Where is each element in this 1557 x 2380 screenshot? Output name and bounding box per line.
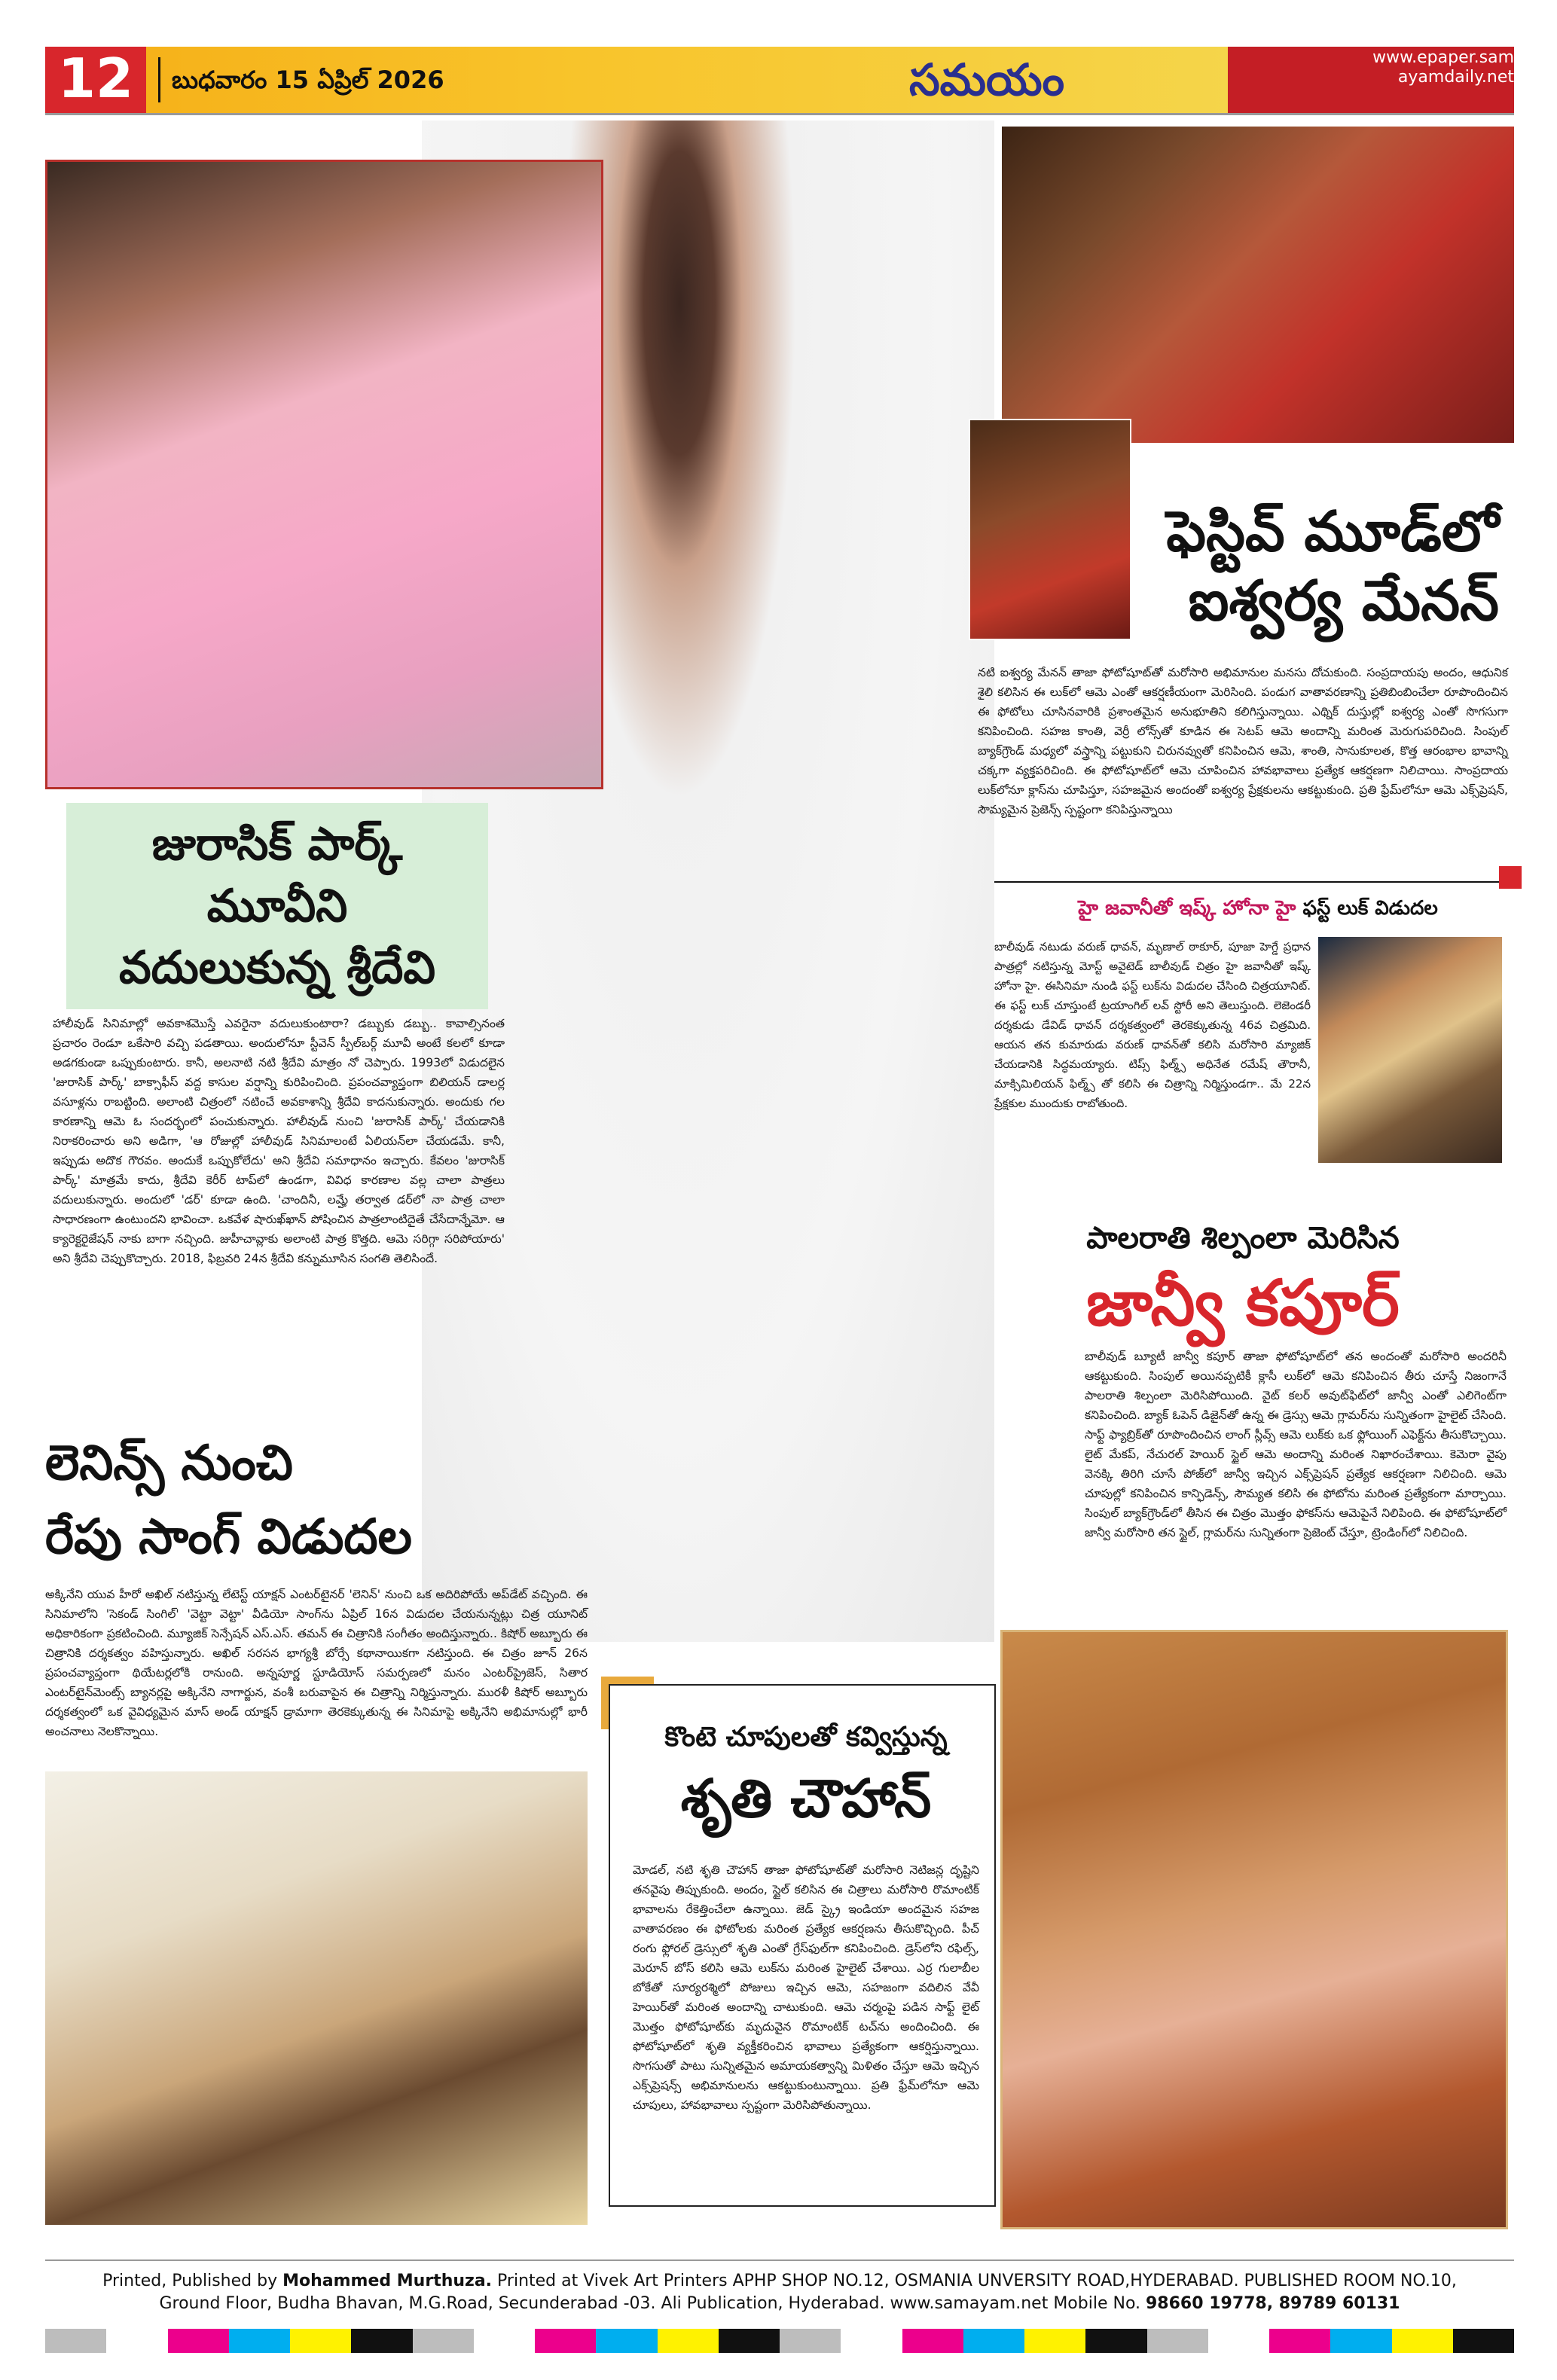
epaper-url-line1: www.epaper.sam xyxy=(1372,48,1514,67)
sridevi-headline xyxy=(66,813,488,999)
aishwarya-headline xyxy=(957,497,1514,636)
header-separator xyxy=(158,57,160,102)
ishq-article xyxy=(994,937,1311,1113)
color-patch xyxy=(902,2329,963,2353)
janhvi-subheadline: పాలరాతి శిల్పంలా మెరిసిన xyxy=(1086,1221,1400,1256)
page-number: 12 xyxy=(57,47,134,110)
janhvi-headline: జాన్వీ కపూర్ xyxy=(1086,1266,1400,1340)
color-patch xyxy=(841,2329,902,2353)
janhvi-body: బాలీవుడ్ బ్యూటీ జాన్వీ కపూర్ తాజా ఫోటోషూట్‌లో తన అందంతో మరోసారి అందరినీ ఆకట్టుకుంది. సింపుల్ అయినప్పటికీ క్లాసీ లుక్‌లో ఆమె కనిపించిన తీరు చూస్తే నిజంగానే పాలరాతి శిల్పంలా మెరిసిపోయింది. వైట్ కలర్ అవుట్‌ఫిట్‌లో జాన్వీ ఎంతో ఎలిగెంట్‌గా కనిపించింది. బ్యాక్ ఓపెన్ డిజైన్‌తో ఉన్న ఈ డ్రెస్సు ఆమె గ్లామర్‌ను సున్నితంగా హైలైట్ చేసింది. సాఫ్ట్ ఫ్యాబ్రిక్‌తో రూపొందించిన లాంగ్ స్లీవ్స్ ఆమె లుక్‌కు ఒక ఫ్లోయింగ్ ఎఫెక్ట్‌ను తీసుకొచ్చాయి. లైట్ మేకప్, నేచురల్ హెయిర్ స్టైల్ ఆమె అందాన్ని మరింత నిఖారంచేశాయి. కెమెరా వైపు వెనక్కి తిరిగి చూసే పోజ్‌లో జాన్వీ ఇచ్చిన ఎక్స్‌ప్రెషన్ ప్రత్యేక ఆకర్షణగా నిలిచింది. ఆమె చూపుల్లో కనిపించిన కాన్ఫిడెన్స్, సౌమ్యత కలిసి ఈ ఫోటోను మరింత ప్రత్యేకంగా మార్చాయి. సింపుల్ బ్యాక్‌గ్రౌండ్‌లో తీసిన ఈ చిత్రం మొత్తం ఫోకస్‌ను ఆమెపైనే నిలిపింది. ఈ ఫోటోషూట్‌లో జాన్వీ మరోసారి తన స్టైల్, గ్లామర్‌ను సున్నితంగా ప్రెజెంట్ చేస్తూ, ట్రెండింగ్‌లో నిలిచింది. xyxy=(1085,1350,1507,1539)
shruthi-chauhan-photo xyxy=(1000,1630,1508,2229)
epaper-url[interactable] xyxy=(1356,48,1514,87)
aishwarya-headline-line1: ఫెస్టివ్ మూడ్‌లో xyxy=(1166,499,1499,564)
color-patch xyxy=(351,2329,412,2353)
aishwarya-headline-line2: ఐశ్వర్య మేనన్ xyxy=(1188,569,1499,633)
shruthi-headline: శృతి చౌహాన్ xyxy=(680,1768,932,1829)
color-patch xyxy=(1269,2329,1330,2353)
color-patch xyxy=(1330,2329,1391,2353)
imprint-line1-b: Printed at Vivek Art Printers APHP SHOP NO.12, OSMANIA UNVERSITY ROAD,HYDERABAD. PUBLISHED ROOM NO.10, xyxy=(492,2272,1457,2290)
lenin-song-poster xyxy=(45,1771,588,2225)
color-patch xyxy=(106,2329,167,2353)
lenin-headline xyxy=(45,1426,467,1574)
ishq-headline xyxy=(1009,895,1507,922)
shruthi-subheadline: కొంటె చూపులతో కవ్విస్తున్న xyxy=(664,1722,948,1753)
epaper-url-line2: ayamdaily.net xyxy=(1397,68,1514,87)
aishwarya-article xyxy=(978,663,1508,819)
color-patch xyxy=(1392,2329,1453,2353)
sridevi-body: హాలీవుడ్ సినిమాల్లో అవకాశమొస్తే ఎవరైనా వదులుకుంటారా? డబ్బుకు డబ్బు.. కావాల్సినంత ప్రచారం రెండూ ఒకేసారి వచ్చి పడతాయి. అందులోనూ స్టీవెన్ స్పీల్‌బర్గ్ మూవీ అంటే కలలో కూడా అడగకుండా ఒప్పుకుంటారు. కానీ, అలనాటి నటి శ్రీదేవి మాత్రం నో చెప్పారు. 1993లో విడుదలైన 'జురాసిక్ పార్క్' బాక్సాఫీస్ వద్ద కాసుల వర్షాన్ని కురిపించింది. ప్రపంచవ్యాప్తంగా బిలియన్ డాలర్ల వసూళ్లను రాబట్టింది. అలాంటి చిత్రంలో నటించే అవకాశాన్ని శ్రీదేవి కాదనుకున్నారు. అందుకు గల కారణాన్ని ఆమె ఓ సందర్భంలో పంచుకున్నారు. హాలీవుడ్ నుంచి 'జురాసిక్ పార్క్' చేయడానికి నిరాకరించారు అని అడిగా, 'ఆ రోజుల్లో హాలీవుడ్ సినిమాలంటే ఏలియన్‌లా చేయడమే. కానీ, ఇప్పుడు అదొక గౌరవం. అందుకే ఒప్పుకోలేదు' అని శ్రీదేవి సమాధానం ఇచ్చారు. కేవలం 'జురాసిక్ పార్క్' మాత్రమే కాదు, శ్రీదేవి కెరీర్ టాప్‌లో ఉండగా, వివిధ కారణాల వల్ల చాలా పాత్రలు వదులుకున్నారు. అందులో 'డర్' కూడా ఉంది. 'చాందినీ, లమ్హే తర్వాత డర్‌లో నా పాత్ర చాలా సాధారణంగా ఉంటుందని భావించా. ఒకవేళ షారుఖ్‌ఖాన్ పోషించిన పాత్రలాంటిదైతే చేసేదాన్నేమో. ఆ క్యారెక్టరైజేషన్ నాకు బాగా నచ్చింది. జుహీచావ్లాకు అలాంటి పాత్ర కొత్తది. ఆమె సరిగ్గా సరిపోయారు' అని శ్రీదేవి చెప్పుకొచ్చారు. 2018, ఫిబ్రవరి 24న శ్రీదేవి కన్నుమూసిన సంగతి తెలిసిందే. xyxy=(53,1017,505,1265)
imprint-phone: 98660 19778, 89789 60131 xyxy=(1146,2294,1400,2313)
print-color-bar xyxy=(45,2329,1514,2353)
lenin-article xyxy=(45,1585,588,1741)
masthead: సమయం xyxy=(908,54,1065,105)
color-patch xyxy=(168,2329,229,2353)
lenin-headline-line2: రేపు సాంగ్ విడుదల xyxy=(45,1509,412,1565)
color-patch xyxy=(719,2329,780,2353)
shruthi-article xyxy=(633,1860,979,2115)
color-patch xyxy=(658,2329,719,2353)
color-patch xyxy=(474,2329,535,2353)
imprint-line2 xyxy=(45,2293,1514,2315)
janhvi-article xyxy=(1085,1347,1507,1542)
color-patch xyxy=(596,2329,657,2353)
color-patch xyxy=(1024,2329,1085,2353)
ishq-first-look-photo xyxy=(1318,937,1502,1163)
ishq-headline-suffix: ఫస్ట్ లుక్ విడుదల xyxy=(1302,897,1438,920)
imprint-line2-a: Ground Floor, Budha Bhavan, M.G.Road, Secunderabad -03. Ali Publication, Hyderabad. www.samayam.net Mobile No. xyxy=(159,2294,1146,2313)
color-patch xyxy=(45,2329,106,2353)
color-patch xyxy=(1453,2329,1514,2353)
aishwarya-body: నటి ఐశ్వర్య మేనన్ తాజా ఫోటోషూట్‌తో మరోసారి అభిమానుల మనసు దోచుకుంది. సంప్రదాయపు అందం, ఆధునిక శైలి కలిసిన ఈ లుక్‌లో ఆమె ఎంతో ఆకర్షణీయంగా మెరిసింది. పండుగ వాతావరణాన్ని ప్రతిబింబించేలా రూపొందించిన ఈ ఫోటోలు చూసినవారికి ప్రశాంతమైన అనుభూతిని కలిగిస్తున్నాయి. ఎథ్నిక్ దుస్తుల్లో ఐశ్వర్య ఎంతో సొగసుగా కనిపించింది. సహజ కాంతి, వెర్రీ లోన్స్‌తో కూడిన ఈ సెటప్ ఆమె అందాన్ని మరింత మెరుగుపరిచింది. సింపుల్ బ్యాక్‌గ్రౌండ్ మధ్యలో వస్త్రాన్ని పట్టుకుని చిరునవ్వుతో కనిపించిన ఆమె, శాంతి, సానుకూలత, కొత్త ఆరంభాల భావాన్ని చక్కగా వ్యక్తపరిచింది. ఈ ఫోటోషూట్‌లో ఆమె చూపించిన హావభావాలు ప్రత్యేక ఆకర్షణగా నిలిచాయి. సాంప్రదాయ లుక్‌లోనూ క్లాస్‌ను చూపిస్తూ, సహజమైన అందంతో ఐశ్వర్య ప్రేక్షకులను ఆకట్టుకుంది. ప్రతి ఫ్రేమ్‌లోనూ ఆమె ఎక్స్‌ప్రెషన్, సౌమ్యమైన ప్రెజెన్స్ స్పష్టంగా కనిపిస్తున్నాయి xyxy=(978,666,1508,816)
color-patch xyxy=(413,2329,474,2353)
imprint-line1-a: Printed, Published by xyxy=(102,2272,283,2290)
header-rule xyxy=(45,113,1514,115)
sridevi-headline-line2: మూవీని xyxy=(206,880,348,932)
ishq-rule xyxy=(994,881,1507,890)
color-patch xyxy=(1208,2329,1269,2353)
sridevi-photo xyxy=(45,160,603,789)
issue-date: బుధవారం 15 ఏప్రిల్ 2026 xyxy=(172,66,444,94)
shruthi-body: మోడల్, నటి శృతి చౌహాన్ తాజా ఫోటోషూట్‌తో మరోసారి నెటిజన్ల దృష్టిని తనవైపు తిప్పుకుంది. అందం, స్టైల్ కలిసిన ఈ చిత్రాలు మరోసారి రొమాంటిక్ భావాలను రేకెత్తించేలా ఉన్నాయి. జెడ్ స్క్రై ఇండియా అందమైన సహజ వాతావరణం ఈ ఫోటోలకు మరింత ప్రత్యేక ఆకర్షణను తీసుకొచ్చింది. పీచ్ రంగు ఫ్లోరల్ డ్రెస్సులో శృతి ఎంతో గ్రేస్‌ఫుల్‌గా కనిపించింది. డ్రెస్‌లోని రఫిల్స్, మెరూన్ బోస్ కలిసి ఆమె లుక్‌ను మరింత హైలైట్ చేశాయి. ఎర్ర గులాబీల బోకేతో సూర్యరశ్మిలో పోజులు ఇచ్చిన ఆమె, సహజంగా వదిలిన వేవీ హెయిర్‌తో మరింత అందాన్ని చాటుకుంది. ఆమె చర్మంపై పడిన సాఫ్ట్ లైట్ మొత్తం ఫోటోషూట్‌కు మృదువైన రొమాంటిక్ టచ్‌ను అందించింది. ఈ ఫోటోషూట్‌లో శృతి వ్యక్తీకరించిన భావాలు ప్రత్యేకంగా ఆకర్షిస్తున్నాయి. సొగసుతో పాటు సున్నితమైన అమాయకత్వాన్ని మిళితం చేస్తూ ఆమె ఇచ్చిన ఎక్స్‌ప్రెషన్స్ అభిమానులను ఆకట్టుకుంటున్నాయి. ప్రతి ఫ్రేమ్‌లోనూ ఆమె చూపులు, హావభావాలు స్పష్టంగా మెరిసిపోతున్నాయి. xyxy=(633,1863,979,2112)
color-patch xyxy=(229,2329,290,2353)
sridevi-headline-line1: జురాసిక్ పార్క్ xyxy=(151,818,403,871)
ishq-body: బాలీవుడ్ నటుడు వరుణ్ ధావన్, మృణాల్ ఠాకూర్, పూజా హెగ్డే ప్రధాన పాత్రల్లో నటిస్తున్న మోస్ట్ అవైటెడ్ బాలీవుడ్ చిత్రం హై జవానీతో ఇష్క్ హోనా హై. ఈసినిమా నుండి ఫస్ట్ లుక్‌ను విడుదల చేసింది చిత్రయూనిట్. ఈ ఫస్ట్ లుక్ చూస్తుంటే ట్రయాంగిల్ లవ్ స్టోరీ అని తెలుస్తుంది. లెజెండరీ దర్శకుడు డేవిడ్ ధావన్ దర్శకత్వంలో తెరకెక్కుతున్న 46వ చిత్రమిది. ఆయన తన కుమారుడు వరుణ్ ధావన్‌తో కలిసి మరోసారి మ్యాజిక్ చేయడానికి సిద్ధమయ్యారు. టిప్స్ ఫిల్మ్స్ అధినేత రమేష్ తౌరానీ, మాక్సిమిలియన్ ఫిల్మ్స్ తో కలిసి ఈ చిత్రాన్ని నిర్మిస్తుండగా.. మే 22న ప్రేక్షకుల ముందుకు రాబోతుంది. xyxy=(994,940,1311,1110)
color-patch xyxy=(535,2329,596,2353)
sridevi-article xyxy=(53,1014,505,1268)
aishwarya-menon-photo-main xyxy=(1002,127,1514,443)
color-patch xyxy=(1147,2329,1208,2353)
lenin-body: అక్కినేని యువ హీరో అఖిల్ నటిస్తున్న లేటెస్ట్ యాక్షన్ ఎంటర్‌టైనర్ 'లెనిన్' నుంచి ఒక అదిరిపోయే అప్‌డేట్ వచ్చింది. ఈ సినిమాలోని 'సెకండ్ సింగిల్' 'వెట్టా వెట్టా' వీడియో సాంగ్‌ను ఏప్రిల్ 16న విడుదల చేయనున్నట్లు చిత్ర యూనిట్ అధికారికంగా ప్రకటించింది. మ్యూజిక్ సెన్సేషన్ ఎస్.ఎస్. తమన్ ఈ చిత్రానికి సంగీతం అందిస్తున్నారు.. కిషోర్ అబ్బూరు ఈ చిత్రానికి దర్శకత్వం వహిస్తున్నారు. అఖిల్ సరసన భాగ్యశ్రీ బోర్సే కథానాయికగా నటిస్తుంది. ఈ చిత్రం జూన్ 26న ప్రపంచవ్యాప్తంగా థియేటర్లలోకి రానుంది. అన్నపూర్ణ స్టూడియోస్ సమర్పణలో మనం ఎంటర్‌ప్రైజెస్, సితార ఎంటర్‌టైన్‌మెంట్స్ బ్యానర్లపై అక్కినేని నాగార్జున, వంశీ బరువాపైన ఈ చిత్రాన్ని నిర్మిస్తున్నారు. మురళీ కిషోర్ అబ్బూరు దర్శకత్వంలో ఒక వైవిధ్యమైన మాస్ అండ్ యాక్షన్ డ్రామాగా తెరకెక్కుతున్న ఈ సినిమాపై అక్కినేని అభిమానుల్లో భారీ అంచనాలు నెలకొన్నాయి. xyxy=(45,1588,588,1738)
footer-rule xyxy=(45,2259,1514,2261)
ishq-headline-title: హై జవానీతో ఇష్క్ హోనా హై xyxy=(1078,897,1296,920)
ishq-marker xyxy=(1499,866,1522,889)
color-patch xyxy=(1085,2329,1146,2353)
color-patch xyxy=(780,2329,841,2353)
imprint xyxy=(45,2270,1514,2315)
sridevi-headline-line3: వదులుకున్న శ్రీదేవి xyxy=(118,941,435,994)
lenin-headline-line1: లెనిన్స్ నుంచి xyxy=(45,1436,293,1491)
color-patch xyxy=(963,2329,1024,2353)
color-patch xyxy=(290,2329,351,2353)
imprint-line1 xyxy=(45,2270,1514,2293)
imprint-publisher: Mohammed Murthuza. xyxy=(282,2272,493,2290)
